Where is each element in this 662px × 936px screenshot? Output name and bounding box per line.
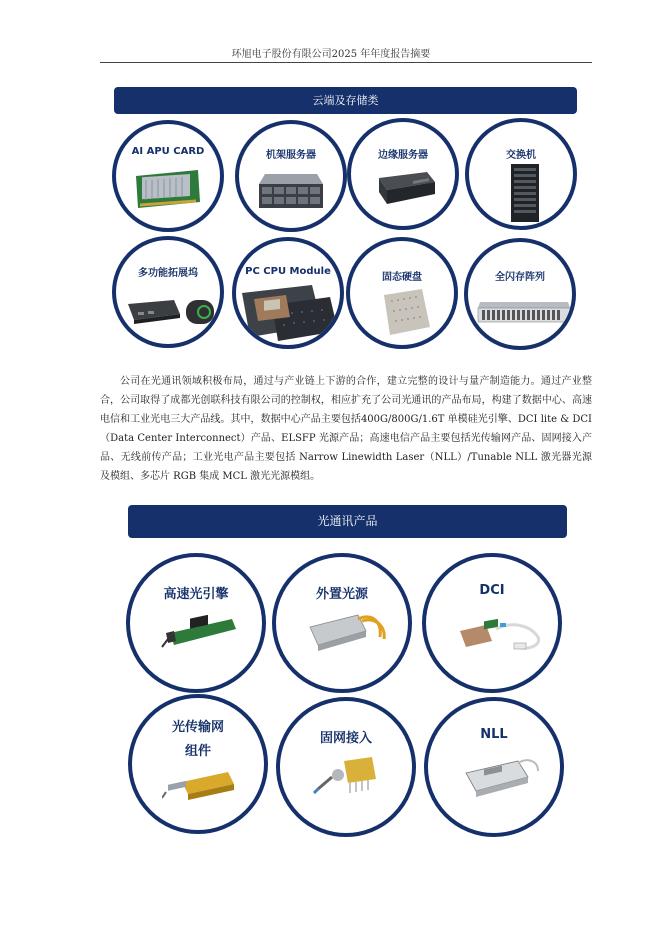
product-ssd [346, 237, 458, 349]
ai-card-image [132, 166, 204, 212]
product-ai-apu-card [112, 120, 224, 232]
product-label: PC CPU Module [245, 266, 331, 277]
product-label: 固态硬盘 [382, 272, 422, 283]
cloud-section-banner: 云端及存储类 [114, 87, 577, 114]
transport-component-image [162, 768, 242, 804]
page-header-title: 环旭电子股份有限公司2025 年年度报告摘要 [231, 49, 431, 60]
product-label: 交换机 [506, 150, 536, 161]
product-dci [422, 553, 562, 693]
product-label: 固网接入 [319, 731, 372, 746]
edge-server-image [373, 170, 437, 210]
product-label: 全闪存阵列 [495, 272, 545, 283]
flash-array-image [476, 298, 572, 326]
product-docking-station [112, 236, 224, 348]
product-label: 外置光源 [315, 587, 368, 602]
optical-section-banner: 光通讯产品 [128, 505, 567, 538]
cpu-module-image [242, 285, 342, 345]
ssd-image [378, 287, 434, 339]
product-pc-cpu-module [232, 237, 344, 349]
product-nll [424, 697, 564, 837]
product-external-light-source [272, 553, 412, 693]
nll-module-image [458, 755, 542, 799]
switch-image [507, 162, 543, 224]
fixed-access-image [310, 753, 390, 797]
product-label-line1: 光传输网 [171, 720, 224, 735]
product-label: NLL [480, 727, 508, 742]
docking-station-image [124, 294, 220, 328]
product-rack-server [235, 120, 347, 232]
product-flash-array [464, 238, 576, 350]
external-light-source-image [300, 607, 390, 657]
product-edge-server [347, 118, 459, 230]
rack-server-image [257, 170, 325, 214]
product-label: 高速光引擎 [163, 587, 229, 602]
product-label: 机架服务器 [266, 150, 316, 161]
product-switch [465, 118, 577, 230]
header-rule [100, 62, 592, 63]
dci-module-image [452, 611, 548, 657]
product-label: AI APU CARD [131, 146, 205, 157]
product-optical-engine [126, 553, 266, 693]
product-label: 多功能拓展坞 [138, 268, 198, 279]
optical-business-paragraph: 公司在光通讯领域积极布局，通过与产业链上下游的合作，建立完整的设计与量产制造能力。通过产业整合，公司取得了成都光创联科技有限公司的控制权，相应扩充了公司光通讯的产品布局，构建了数据中心、高速电信和工业光电三大产品线。其中，数据中心产品主要包括400G/800G/1.6T 单模硅光引擎、DCI lite & DCI（Data Center Interconnect）产品、ELSFP 光源产品；高速电信产品主要包括光传输网产品、固网接入产品、无线前传产品；工业光电产品主要包括 Narrow Linewidth Laser（NLL）/Tunable NLL 激光器光源及模组、多芯片 RGB 集成 MCL 激光光源模组。 [100, 376, 592, 482]
product-fixed-network-access [276, 697, 416, 837]
product-label-line2: 组件 [184, 744, 211, 759]
product-transport-network-component [128, 694, 268, 834]
product-label: DCI [479, 583, 505, 598]
optical-engine-image [160, 615, 240, 651]
product-label: 边缘服务器 [378, 150, 428, 161]
